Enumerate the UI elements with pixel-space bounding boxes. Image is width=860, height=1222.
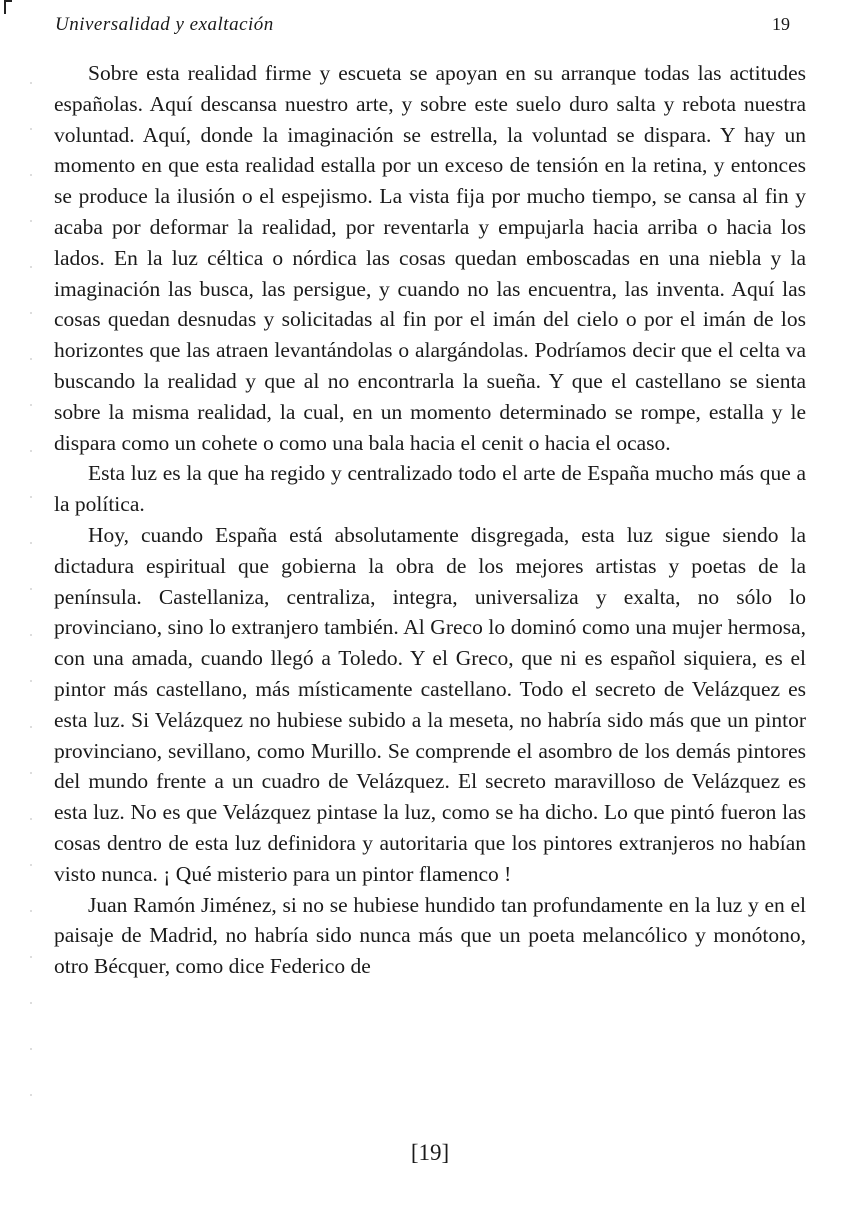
running-head (55, 14, 790, 40)
running-page-number: 19 (772, 14, 790, 34)
body-text (54, 58, 806, 982)
paragraph-1: Sobre esta realidad firme y escueta se apoyan en su arranque todas las actitudes españolas. Aquí descansa nuestro arte, y sobre este suelo duro salta y rebota nuestra voluntad. Aquí, donde la imaginación se estrella, la voluntad se dispara. Y hay un momento en que esta realidad estalla por un exceso de tensión en la retina, y entonces se produce la ilusión o el espejismo. La vista fija por mucho tiempo, se cansa al fin y acaba por deformar la realidad, por reventarla y empujarla hacia arriba o hacia los lados. En la luz céltica o nórdica las cosas quedan emboscadas en una niebla y la imaginación las busca, las persigue, y cuando no las encuentra, las inventa. Aquí las cosas quedan desnudas y solicitadas al fin por el imán del cielo o por el imán de los horizontes que las atraen levantándolas o alargándolas. Podríamos decir que el celta va buscando la realidad y que al no encontrarla la sueña. Y que el castellano se sienta sobre la misma realidad, la cual, en un momento determinado se rompe, estalla y le dispara como un cohete o como una bala hacia el cenit o hacia el ocaso. (54, 61, 806, 455)
running-title: Universalidad y exaltación (55, 14, 274, 35)
paragraph-3: Hoy, cuando España está absolutamente disgregada, esta luz sigue siendo la dictadura espiritual que gobierna la obra de los mejores artistas y poetas de la península. Castellaniza, centraliza, integra, universaliza y exalta, no sólo lo provinciano, sino lo extranjero también. Al Greco lo dominó como una mujer hermosa, con una amada, cuando llegó a Toledo. Y el Greco, que ni es español siquiera, es el pintor más castellano, más místicamente castellano. Todo el secreto de Velázquez es esta luz. Si Velázquez no hubiese subido a la meseta, no habría sido más que un pintor provinciano, sevillano, como Murillo. Se comprende el asombro de los demás pintores del mundo frente a un cuadro de Velázquez. El secreto maravilloso de Velázquez es esta luz. No es que Velázquez pintase la luz, como se ha dicho. Lo que pintó fueron las cosas dentro de esta luz definidora y autoritaria que los pintores extranjeros no habían visto nunca. ¡ Qué misterio para un pintor flamenco ! (54, 522, 806, 886)
paragraph-4: Juan Ramón Jiménez, si no se hubiese hundido tan profundamente en la luz y en el paisaje de Madrid, no habría sido nunca más que un poeta melancólico y monótono, otro Bécquer, como dice Federico de (54, 892, 806, 979)
margin-speckle (30, 60, 32, 1110)
paragraph-2: Esta luz es la que ha regido y centralizado todo el arte de España mucho más que a la política. (54, 461, 806, 517)
folio-page-number: [19] (410, 1140, 450, 1165)
crop-mark (4, 0, 12, 14)
